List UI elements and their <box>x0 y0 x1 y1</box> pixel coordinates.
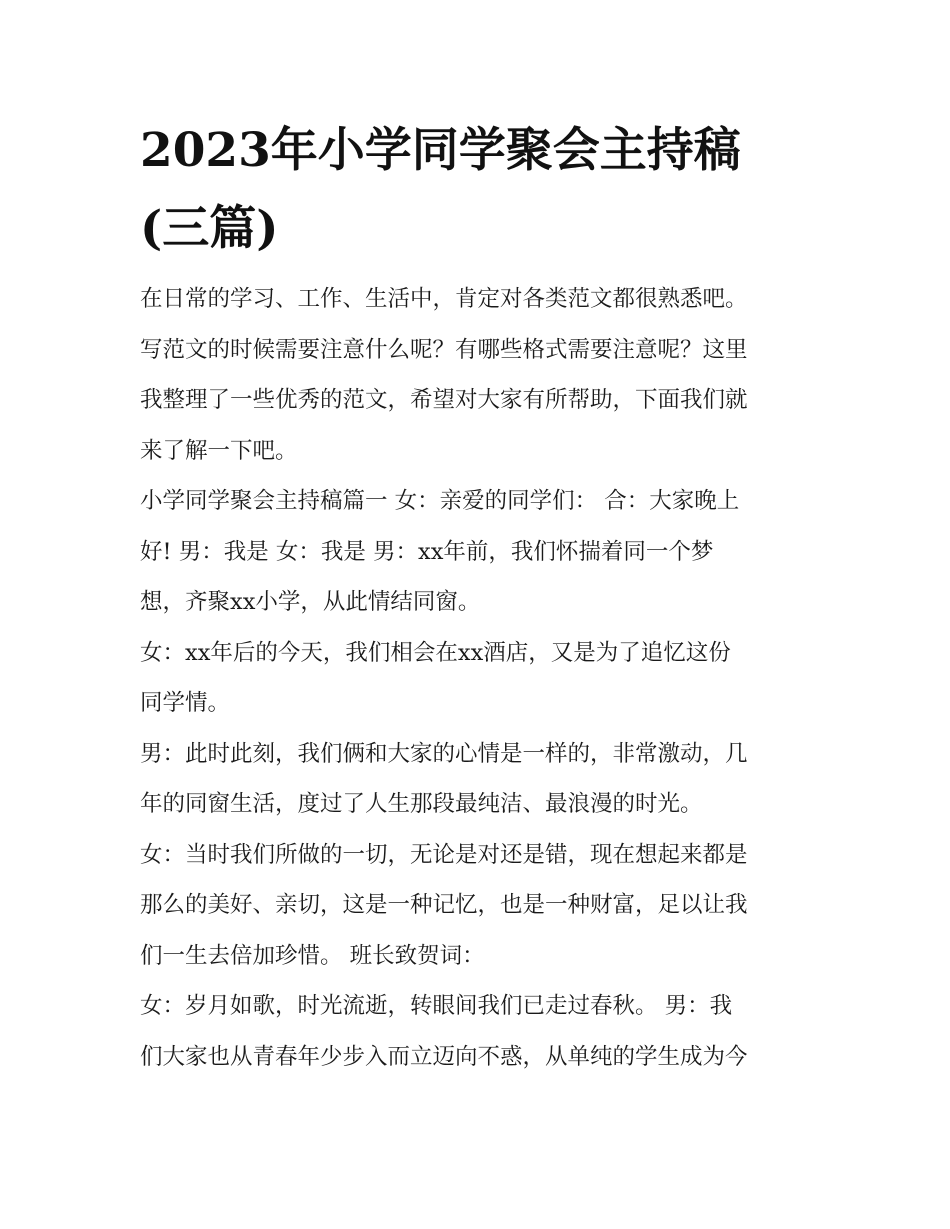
title-line-2: (三篇) <box>140 201 279 256</box>
body-line: 来了解一下吧。 <box>140 437 298 464</box>
body-line: 想，齐聚xx小学，从此情结同窗。 <box>140 589 481 615</box>
document-title <box>140 112 820 268</box>
body-line: 女：当时我们所做的一切，无论是对还是错，现在想起来都是 <box>140 841 748 868</box>
body-line: 在日常的学习、工作、生活中，肯定对各类范文都很熟悉吧。 <box>140 286 748 312</box>
body-line: 年的同窗生活，度过了人生那段最纯洁、最浪漫的时光。 <box>140 791 703 817</box>
title-line-1: 2023年小学同学聚会主持稿 <box>140 123 741 178</box>
body-line: 写范文的时候需要注意什么呢？有哪些格式需要注意呢？这里 <box>140 336 748 363</box>
body-line: 好! 男：我是 女：我是 男：xx年前，我们怀揣着同一个梦 <box>140 538 714 565</box>
body-line: 那么的美好、亲切，这是一种记忆，也是一种财富，足以让我 <box>140 892 748 918</box>
body-line: 我整理了一些优秀的范文，希望对大家有所帮助，下面我们就 <box>140 387 748 413</box>
body-line: 女：岁月如歌，时光流逝，转眼间我们已走过春秋。 男：我 <box>140 993 733 1019</box>
body-line: 小学同学聚会主持稿篇一 女：亲爱的同学们： 合：大家晚上 <box>140 488 740 514</box>
body-line: 们大家也从青春年少步入而立迈向不惑，从单纯的学生成为今 <box>140 1043 748 1070</box>
body-line: 们一生去倍加珍惜。 班长致贺词： <box>140 942 485 969</box>
body-line: 男：此时此刻，我们俩和大家的心情是一样的，非常激动，几 <box>140 740 748 767</box>
body-line: 女：xx年后的今天，我们相会在xx酒店，又是为了追忆这份 <box>140 639 731 666</box>
document-body <box>140 274 816 1082</box>
body-line: 同学情。 <box>140 690 231 716</box>
